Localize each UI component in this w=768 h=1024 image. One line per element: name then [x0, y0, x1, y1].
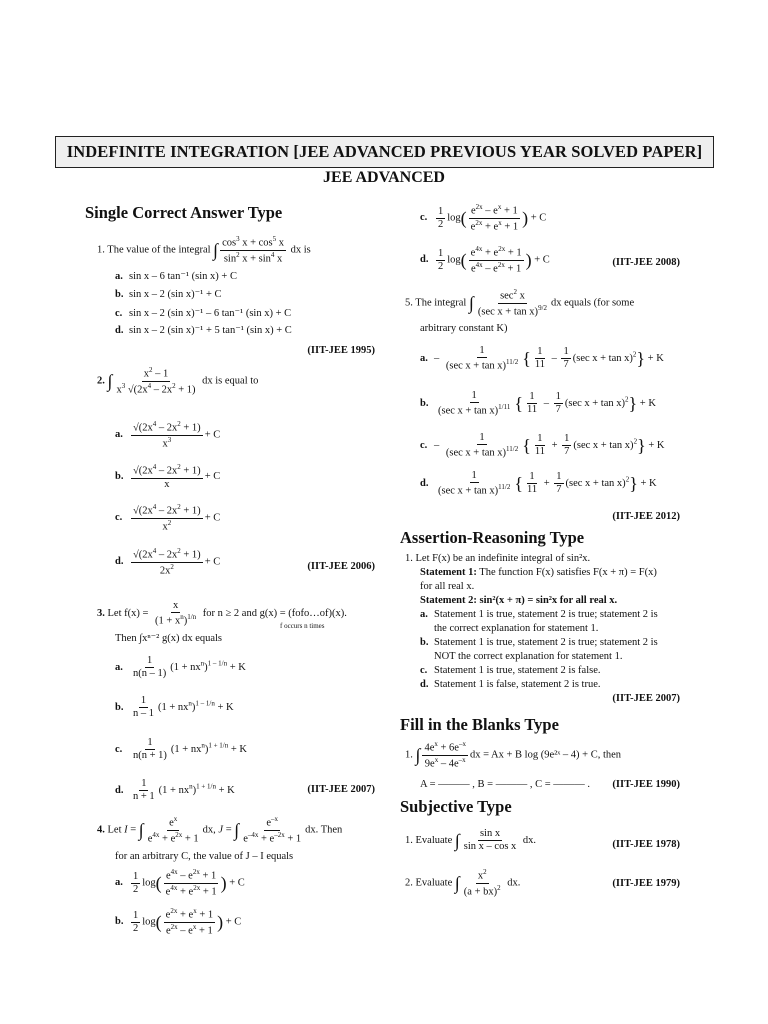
q2-option-d: d. $\frac{√(2x^4 - 2x^2 + 1)}{2x^2}$ + C	[115, 547, 221, 577]
q4-option-d: d. $\frac{1}{2}$ log( $\frac{e^{4x} + e^{2x} + 1}{e^{4x} - e^{2x} + 1}$ ) + C	[420, 245, 550, 275]
q1-tail: dx is	[290, 244, 311, 256]
ar-option-b: b. Statement 1 is true, statement 2 is true; statement 2 is	[420, 637, 658, 648]
question-4: 4. Let I = ∫ $\frac{e^x}{e^{4x} + e^{2x} + 1}$ dx, J = ∫ $\frac{e^{-x}}{e^{-4x} + e^{-2x} + 1}$ dx. Then	[97, 815, 343, 845]
q1-intro: 1. The value of the integral	[97, 244, 211, 256]
right-column	[400, 200, 680, 1000]
fb-source: (IIT-JEE 1990)	[612, 779, 680, 790]
question-5: 5. The integral ∫ $\frac{\sec^2 x}{(\sec x + \tan x)^{9/2}}$ dx equals (for some	[405, 288, 635, 318]
ar-statement-1: Statement 1: The function F(x) satisfies F(x + π) = F(x)	[420, 567, 657, 578]
ar-option-a-2: the correct explanation for statement 1.	[434, 623, 599, 634]
ar-option-b-2: NOT the correct explanation for statement 1.	[434, 651, 623, 662]
q3-source: (IIT-JEE 2007)	[307, 784, 375, 795]
q4-option-c: c. $\frac{1}{2}$ log( $\frac{e^{2x} - e^x + 1}{e^{2x} + e^x + 1}$ ) + C	[420, 203, 547, 233]
fb-blanks: A = ——— , B = ——— , C = ——— .	[420, 779, 591, 790]
q2-option-c: c. $\frac{√(2x^4 - 2x^2 + 1)}{x^2}$ + C	[115, 503, 221, 533]
q2-tail: dx is equal to	[202, 375, 259, 387]
q2-option-a: a. $\frac{√(2x^4 - 2x^2 + 1)}{x^3}$ + C	[115, 420, 221, 450]
ar-statement-1b: for all real x.	[420, 581, 475, 592]
page-subtitle: JEE ADVANCED	[323, 169, 445, 186]
question-2: 2. ∫ $\frac{x^2 - 1}{x^3 √(2x^4 - 2x^2 + 1)}$ dx is equal to	[97, 366, 259, 396]
q5-source: (IIT-JEE 2012)	[612, 511, 680, 522]
q5-option-d: d. $\frac{1}{(\sec x + \tan x)^{11/2}}$ { $\frac{1}{11}$ + $\frac{1}{7}$ (sec x + tan x)$^2$} + K	[420, 470, 657, 497]
fb-question: 1. ∫ $\frac{4e^x + 6e^{-x}}{9e^x - 4e^{-x}}$ dx = Ax + B log (9e²ˣ – 4) + C, then	[405, 740, 622, 770]
q1-source: (IIT-JEE 1995)	[307, 345, 375, 356]
section-heading-subjective: Subjective Type	[400, 797, 512, 816]
q4-option-b: b. $\frac{1}{2}$ log( $\frac{e^{2x} + e^x + 1}{e^{2x} - e^x + 1}$ ) + C	[115, 907, 242, 937]
q2-option-b: b. $\frac{√(2x^4 - 2x^2 + 1)}{x}$ + C	[115, 463, 221, 490]
section-heading-assertion: Assertion-Reasoning Type	[400, 528, 585, 547]
ar-source: (IIT-JEE 2007)	[612, 693, 680, 704]
q4-line2: for an arbitrary C, the value of J – I equals	[115, 851, 294, 862]
q4-source: (IIT-JEE 2008)	[612, 257, 680, 268]
q3-option-a: a. $\frac{1}{n(n - 1)}$ $(1 + nx^n)^{1 - 1/n} + K$	[115, 655, 246, 680]
left-column	[85, 200, 375, 1000]
ar-question: 1. Let F(x) be an indefinite integral of sin²x.	[405, 553, 591, 564]
page-banner: INDEFINITE INTEGRATION [JEE ADVANCED PREVIOUS YEAR SOLVED PAPER]	[55, 136, 714, 168]
q3-option-b: b. $\frac{1}{n - 1}$ $(1 + nx^n)^{1 - 1/n} + K$	[115, 695, 234, 720]
ar-statement-2: Statement 2: sin²(x + π) = sin²x for all real x.	[420, 595, 618, 606]
ar-option-c: c. Statement 1 is true, statement 2 is false.	[420, 665, 601, 676]
sub-question-1: 1. Evaluate ∫ $\frac{\text{sin x}}{\text{sin x – cos x}}$ dx.	[405, 828, 537, 853]
q3-under-note: f occurs n times	[280, 622, 325, 630]
sub-source-2: (IIT-JEE 1979)	[612, 878, 680, 889]
ar-option-a: a. Statement 1 is true, statement 2 is true; statement 2 is	[420, 609, 658, 620]
question-1: 1. The value of the integral ∫ $\frac{\cos^3 x + \cos^5 x}{\sin^2 x + \sin^4 x}$ dx is	[97, 235, 311, 265]
q4-option-a: a. $\frac{1}{2}$ log( $\frac{e^{4x} - e^{2x} + 1}{e^{4x} + e^{2x} + 1}$ ) + C	[115, 868, 245, 898]
q1-option-d: d. sin x – 2 (sin x)⁻¹ + 5 tan⁻¹ (sin x) + C	[115, 325, 292, 336]
question-3: 3. Let f(x) = $\frac{x}{(1 + x^n)^{1/n}}$ for n ≥ 2 and g(x) = (fofo…of)(x).	[97, 600, 347, 627]
q5-option-b: b. $\frac{1}{(\sec x + \tan x)^{1/11}}$ { $\frac{1}{11}$ – $\frac{1}{7}$ (sec x + tan x)$^2$} + K	[420, 390, 656, 417]
q1-option-b: b. sin x – 2 (sin x)⁻¹ + C	[115, 289, 222, 300]
sub-question-2: 2. Evaluate ∫ $\frac{x^2}{(a + bx)^2}$ dx.	[405, 868, 521, 898]
q5-option-a: a. – $\frac{1}{(\sec x + \tan x)^{11/2}}$ { $\frac{1}{11}$ – $\frac{1}{7}$ (sec x + tan x)$^2$} + K	[420, 345, 664, 372]
q3-then: Then ∫xⁿ⁻² g(x) dx equals	[115, 633, 223, 644]
sub-source-1: (IIT-JEE 1978)	[612, 839, 680, 850]
q1-option-c: c. sin x – 2 (sin x)⁻¹ – 6 tan⁻¹ (sin x) + C	[115, 308, 292, 319]
ar-option-d: d. Statement 1 is false, statement 2 is true.	[420, 679, 601, 690]
section-heading-fill: Fill in the Blanks Type	[400, 715, 559, 734]
q3-option-d: d. $\frac{1}{n + 1}$ $(1 + nx^n)^{1 + 1/n} + K$	[115, 778, 235, 803]
q1-option-a: a. sin x – 6 tan⁻¹ (sin x) + C	[115, 271, 237, 282]
q2-source: (IIT-JEE 2006)	[307, 561, 375, 572]
q3-option-c: c. $\frac{1}{n(n + 1)}$ $(1 + nx^n)^{1 + 1/n} + K$	[115, 737, 248, 762]
section-heading-single: Single Correct Answer Type	[85, 203, 283, 222]
q5-option-c: c. – $\frac{1}{(\sec x + \tan x)^{11/2}}$ { $\frac{1}{11}$ + $\frac{1}{7}$ (sec x + tan x)$^2$} + K	[420, 432, 665, 459]
q5-line2: arbitrary constant K)	[420, 323, 508, 334]
